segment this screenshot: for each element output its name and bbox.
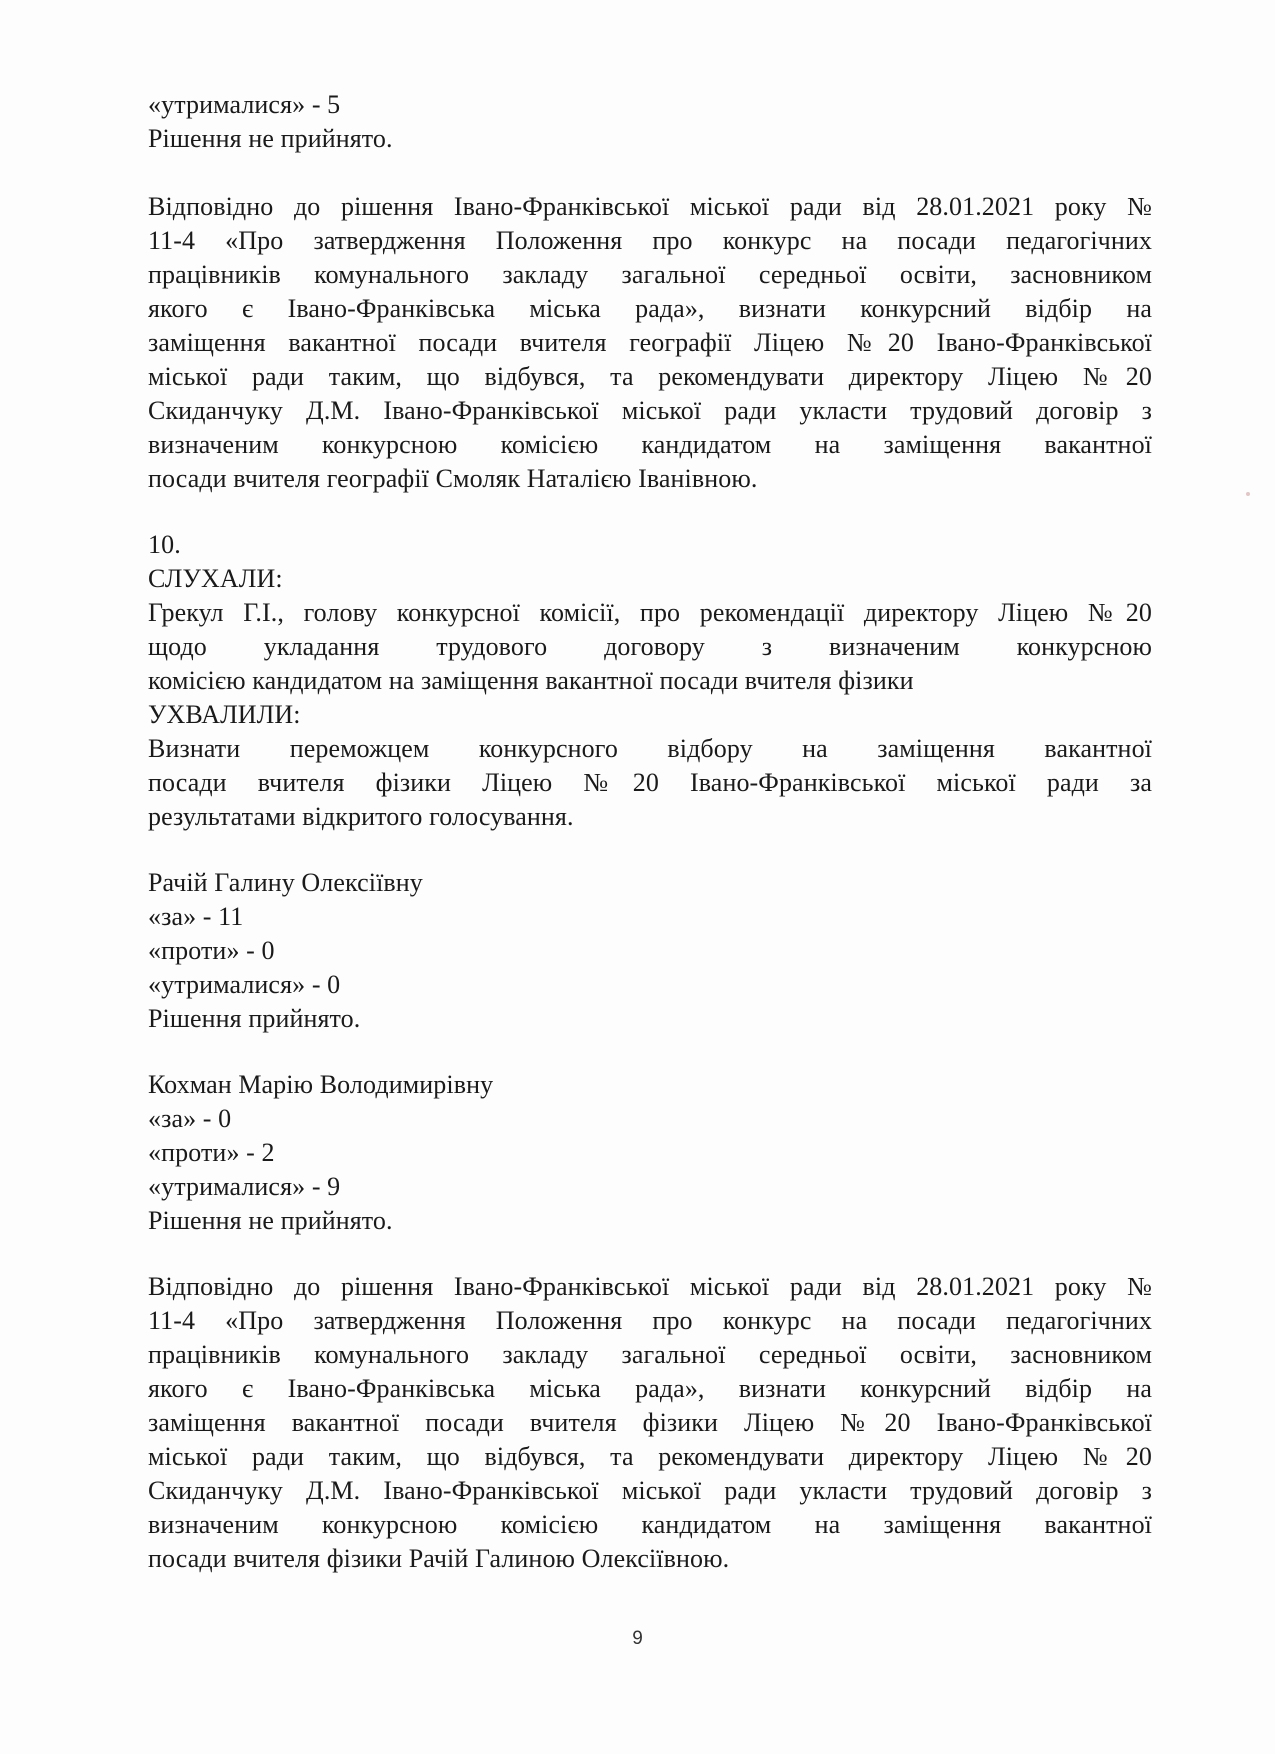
paragraph-line: заміщення вакантної посади вчителя географії Ліцею №20 Івано-Франківської xyxy=(148,328,1152,357)
heard-line: комісією кандидатом на заміщення вакантної посади вчителя фізики xyxy=(148,666,914,695)
page-number: 9 xyxy=(632,1628,643,1649)
paragraph-line: заміщення вакантної посади вчителя фізики Ліцею №20 Івано-Франківської xyxy=(148,1408,1152,1437)
paragraph-line: якого є Івано-Франківська міська рада», визнати конкурсний відбір на xyxy=(148,1374,1152,1403)
scan-speck xyxy=(1246,492,1250,496)
heard-heading: СЛУХАЛИ: xyxy=(148,564,283,593)
paragraph-line: міської ради таким, що відбувся, та рекомендувати директору Ліцею №20 xyxy=(148,362,1152,391)
vote-abstained: «утрималися» - 0 xyxy=(148,970,341,999)
heard-line: Грекул Г.І., голову конкурсної комісії, про рекомендації директору Ліцею №20 xyxy=(148,598,1152,627)
paragraph-line: 11-4 «Про затвердження Положення про конкурс на посади педагогічних xyxy=(148,226,1152,255)
paragraph-line: міської ради таким, що відбувся, та рекомендувати директору Ліцею №20 xyxy=(148,1442,1152,1471)
decision-result: Рішення прийнято. xyxy=(148,1004,361,1033)
item-number: 10. xyxy=(148,530,181,559)
vote-abstained: «утрималися» - 9 xyxy=(148,1172,341,1201)
resolved-line: посади вчителя фізики Ліцею №20 Івано-Франківської міської ради за xyxy=(148,768,1152,797)
decision-result: Рішення не прийнято. xyxy=(148,1206,393,1235)
paragraph-line: визначеним конкурсною комісією кандидатом на заміщення вакантної xyxy=(148,1510,1152,1539)
vote-for: «за» - 11 xyxy=(148,902,244,931)
paragraph-line: працівників комунального закладу загальної середньої освіти, засновником xyxy=(148,1340,1152,1369)
paragraph-line: Відповідно до рішення Івано-Франківської міської ради від 28.01.2021 року № xyxy=(148,192,1152,221)
vote-abstained: «утрималися» - 5 xyxy=(148,90,341,119)
paragraph-line: посади вчителя географії Смоляк Наталією Іванівною. xyxy=(148,464,758,493)
vote-against: «проти» - 2 xyxy=(148,1138,275,1167)
candidate-name: Кохман Марію Володимирівну xyxy=(148,1070,494,1099)
vote-for: «за» - 0 xyxy=(148,1104,232,1133)
paragraph-line: працівників комунального закладу загальної середньої освіти, засновником xyxy=(148,260,1152,289)
resolved-line: Визнати переможцем конкурсного відбору на заміщення вакантної xyxy=(148,734,1152,763)
paragraph-line: Відповідно до рішення Івано-Франківської міської ради від 28.01.2021 року № xyxy=(148,1272,1152,1301)
paragraph-line: визначеним конкурсною комісією кандидатом на заміщення вакантної xyxy=(148,430,1152,459)
paragraph-line: Скиданчуку Д.М. Івано-Франківської міської ради укласти трудовий договір з xyxy=(148,396,1152,425)
decision-result: Рішення не прийнято. xyxy=(148,124,393,153)
resolved-heading: УХВАЛИЛИ: xyxy=(148,700,301,729)
resolved-line: результатами відкритого голосування. xyxy=(148,802,574,831)
paragraph-line: Скиданчуку Д.М. Івано-Франківської міської ради укласти трудовий договір з xyxy=(148,1476,1152,1505)
heard-line: щодо укладання трудового договору з визначеним конкурсною xyxy=(148,632,1152,661)
paragraph-line: 11-4 «Про затвердження Положення про конкурс на посади педагогічних xyxy=(148,1306,1152,1335)
vote-against: «проти» - 0 xyxy=(148,936,275,965)
paragraph-line: якого є Івано-Франківська міська рада», визнати конкурсний відбір на xyxy=(148,294,1152,323)
candidate-name: Рачій Галину Олексіївну xyxy=(148,868,423,897)
paragraph-line: посади вчителя фізики Рачій Галиною Олексіївною. xyxy=(148,1544,730,1573)
